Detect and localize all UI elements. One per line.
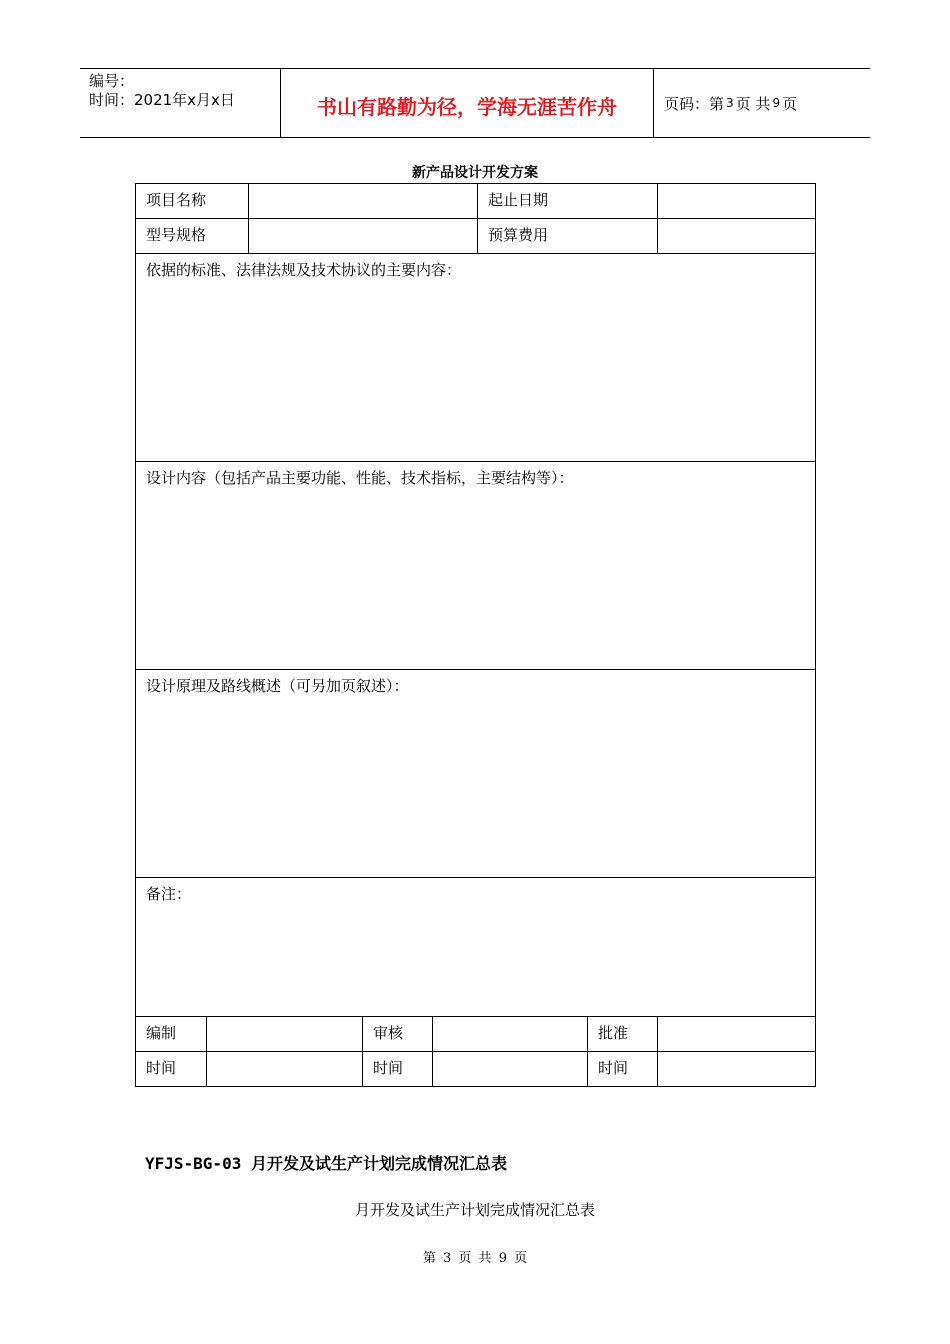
page-header [80, 68, 870, 138]
review-field[interactable] [433, 1017, 588, 1052]
section-title: 月开发及试生产计划完成情况汇总表 [354, 1201, 595, 1219]
review-time-label: 时间 [363, 1052, 433, 1087]
approve-time-label: 时间 [588, 1052, 658, 1087]
compile-field[interactable] [207, 1017, 363, 1052]
budget-field[interactable] [658, 219, 816, 254]
document-title: 新产品设计开发方案 [412, 165, 538, 181]
compile-time-field[interactable] [207, 1052, 363, 1087]
design-content-section[interactable]: 设计内容（包括产品主要功能、性能、技术指标，主要结构等）： [136, 462, 816, 670]
model-label: 型号规格 [136, 219, 249, 254]
page-footer: 第 3 页 共 9 页 [422, 1251, 528, 1266]
design-plan-form [135, 183, 816, 1087]
review-label: 审核 [363, 1017, 433, 1052]
model-field[interactable] [249, 219, 478, 254]
header-meta [80, 69, 281, 137]
remarks-section[interactable]: 备注： [136, 878, 816, 1017]
time-label: 时间：2021年x月x日 [89, 91, 235, 109]
header-page-info [654, 69, 870, 137]
page-current: 3 [726, 96, 734, 110]
section-code-title: YFJS-BG-03 月开发及试生产计划完成情况汇总表 [145, 1154, 507, 1173]
review-time-field[interactable] [433, 1052, 588, 1087]
approve-time-field[interactable] [658, 1052, 816, 1087]
principle-section[interactable]: 设计原理及路线概述（可另加页叙述）： [136, 670, 816, 878]
page-prefix: 页码：第 [664, 94, 725, 113]
approve-field[interactable] [658, 1017, 816, 1052]
compile-label: 编制 [136, 1017, 207, 1052]
page-mid: 页 共 [735, 94, 771, 113]
date-range-field[interactable] [658, 184, 816, 219]
page-suffix: 页 [782, 94, 798, 113]
approve-label: 批准 [588, 1017, 658, 1052]
date-range-label: 起止日期 [478, 184, 658, 219]
compile-time-label: 时间 [136, 1052, 207, 1087]
budget-label: 预算费用 [478, 219, 658, 254]
project-name-field[interactable] [249, 184, 478, 219]
standards-section[interactable]: 依据的标准、法律法规及技术协议的主要内容： [136, 254, 816, 462]
number-label: 编号： [89, 72, 135, 90]
page-total: 9 [772, 96, 781, 110]
project-name-label: 项目名称 [136, 184, 249, 219]
header-motto: 书山有路勤为径，学海无涯苦作舟 [281, 69, 654, 137]
